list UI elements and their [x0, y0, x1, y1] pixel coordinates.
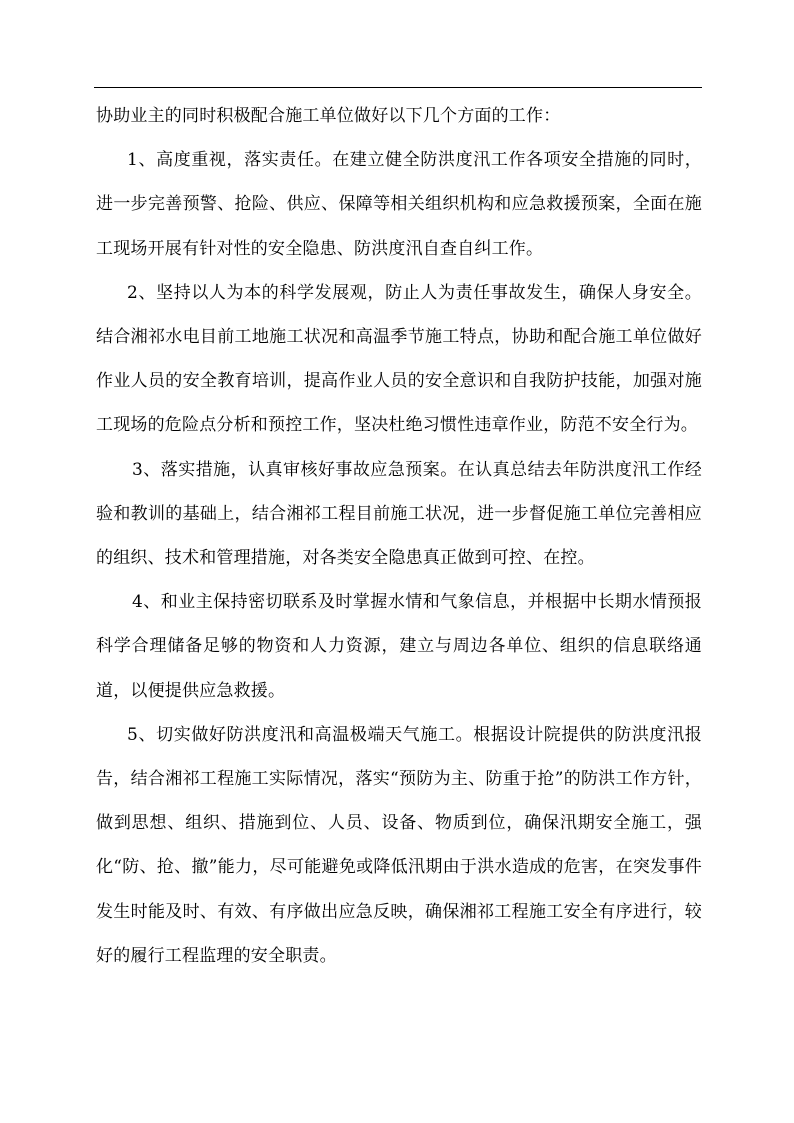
intro-paragraph: 协助业主的同时积极配合施工单位做好以下几个方面的工作： [96, 106, 561, 126]
item-2-paragraph: 2、坚持以人为本的科学发展观，防止人为责任事故发生，确保人身安全。结合湘祁水电目前工地施工状况和高温季节施工特点，协助和配合施工单位做好作业人员的安全教育培训，提高作业人员的安全意识和自我防护技能，加强对施工现场的危险点分析和预控工作，坚决杜绝习惯性违章作业，防范不安全行为。 [96, 282, 702, 436]
item-3-paragraph: 3、落实措施，认真审核好事故应急预案。在认真总结去年防洪度汛工作经验和教训的基础上，结合湘祁工程目前施工状况，进一步督促施工单位完善相应的组织、技术和管理措施，对各类安全隐患真正做到可控、在控。 [96, 459, 702, 569]
item-1-paragraph: 1、高度重视，落实责任。在建立健全防洪度汛工作各项安全措施的同时，进一步完善预警、抢险、供应、保障等相关组织机构和应急救援预案，全面在施工现场开展有针对性的安全隐患、防洪度汛自查自纠工作。 [96, 150, 702, 259]
item-5-paragraph: 5、切实做好防洪度汛和高温极端天气施工。根据设计院提供的防洪度汛报告，结合湘祁工程施工实际情况，落实“预防为主、防重于抢”的防洪工作方针，做到思想、组织、措施到位、人员、设备、物质到位，确保汛期安全施工，强化“防、抢、撤”能力，尽可能避免或降低汛期由于洪水造成的危害，在突发事件发生时能及时、有效、有序做出应急反映，确保湘祁工程施工安全有序进行，较好的履行工程监理的安全职责。 [96, 724, 702, 966]
item-4-paragraph: 4、和业主保持密切联系及时掌握水情和气象信息，并根据中长期水情预报科学合理储备足够的物资和人力资源，建立与周边各单位、组织的信息联络通道，以便提供应急救援。 [96, 592, 702, 701]
document-body [96, 94, 702, 978]
page-header-rule [94, 87, 702, 88]
